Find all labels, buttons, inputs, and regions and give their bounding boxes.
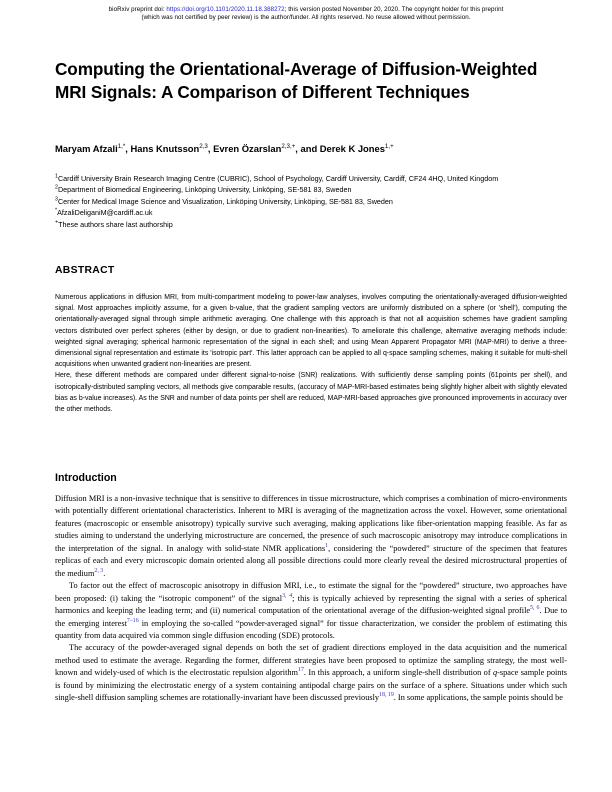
italic-term: q (493, 668, 498, 678)
affiliation-text: Cardiff University Brain Research Imaging Centre (CUBRIC), School of Psychology, Cardiff University, Cardiff, CF24 4HQ, United Kingdom (57, 174, 499, 183)
affiliation-text: Department of Biomedical Engineering, Linköping University, Linköping, SE-581 83, Sweden (57, 185, 352, 195)
affiliation-marker: * (55, 207, 58, 214)
author-separator: , and (295, 143, 320, 154)
banner-suffix: ; this version posted November 20, 2020. The copyright holder for this preprint (284, 6, 504, 13)
author-affiliation-marker: 2,3 (199, 142, 208, 150)
citation-reference[interactable]: 17 (298, 667, 304, 674)
affiliation-marker: 3 (55, 196, 58, 203)
affiliation-marker: 2 (55, 185, 58, 192)
citation-reference[interactable]: 3, 4 (282, 592, 293, 599)
citation-reference[interactable]: 18, 19 (379, 692, 394, 699)
affiliation-text: These authors share last authorship (58, 219, 173, 229)
affiliation-line (55, 219, 565, 230)
banner-line-2: (which was not certified by peer review) is the author/funder. All rights reserved. No reuse allowed without permission. (141, 14, 471, 22)
introduction-paragraph: Diffusion MRI is a non-invasive technique that is sensitive to differences in tissue microstructure, which comprises a combination of micro-environments with potentially different orientational characteristics. Inherent to MRI is averaging of the magnetization across the voxel. However, some orientational features (macroscopic or ensemble anisotropy) typically survive such averaging, making applications like fiber-orientation mapping feasible. As far as studies aiming to understand the underlying microstructure are concerned, the presence of such macroscopic anisotropy may introduce complications in the interpretation of the signal. In analogy with solid-state NMR applications$^1$, considering the “powdered” structure of the specimen that features replicas of each and every microscopic domain oriented along all possible directions could more clearly reveal the desired microstructural properties of the medium$^{2, 3}$. (55, 494, 567, 578)
abstract-heading: ABSTRACT (55, 265, 115, 276)
author-separator: , (207, 143, 214, 154)
affiliation-line (55, 173, 565, 184)
author-name: Evren Özarslan (213, 143, 282, 154)
doi-link[interactable]: https://doi.org/10.1101/2020.11.18.388272 (166, 6, 285, 13)
affiliation-line (55, 196, 565, 207)
introduction-paragraph: To factor out the effect of macroscopic anisotropy in diffusion MRI, i.e., to estimate the signal for the “powdered” structure, two approaches have been proposed: (i) taking the “isotropic component” of the signal$^{3, 4}$; this is typically achieved by representing the signal with a series of spherical harmonics and keeping the leading term; and (ii) numerical computation of the orientational average of the diffusion-weighted signal profile$^{5, 6}$. Due to the emerging interest$^{7-16}$ in employing the so-called “powder-averaged signal” for tissue characterization, we consider the problem of estimating this quantity from data acquired via common single diffusion encoding (SDE) protocols. (55, 581, 568, 640)
author-list (55, 142, 575, 155)
affiliation-marker: 1 (55, 173, 58, 180)
affiliation-text: Center for Medical Image Science and Visualization, Linköping University, Linköping, SE-581 83, Sweden (57, 196, 393, 206)
author-affiliation-marker: 1,+ (384, 142, 394, 150)
banner-prefix: bioRxiv preprint doi: (108, 6, 167, 13)
author-affiliation-marker: 2,3,+ (281, 142, 296, 150)
affiliation-line (55, 207, 565, 218)
author-name: Derek K Jones (319, 143, 385, 154)
author-affiliation-marker: 1,* (117, 142, 126, 150)
abstract-body (55, 292, 567, 415)
page-title: Computing the Orientational-Average of Diffusion-Weighted MRI Signals: A Comparison of Different Techniques (55, 59, 538, 102)
citation-reference[interactable]: 5, 6 (530, 605, 540, 612)
affiliation-line (55, 184, 565, 195)
citation-reference[interactable]: 2, 3 (94, 567, 104, 574)
affiliation-text: AfzaliDeliganiM@cardiff.ac.uk (57, 208, 153, 218)
introduction-body (55, 493, 567, 705)
introduction-paragraph: The accuracy of the powder-averaged signal depends on both the set of gradient directions employed in the data acquisition and the numerical method used to estimate the average. Regarding the former, different strategies have been proposed to optimize the sampling strategy, the most well-known and widely-used of which is the electrostatic repulsion algorithm$^{17}$. In this approach, a uniform single-shell distribution of q-space sample points is found by minimizing the electrostatic energy of a system containing antipodal charge pairs on the surface of a sphere. Situations under which such single-shell diffusion sampling schemes are rotationally-invariant have been discussed previously$^{18, 19}$. In some applications, the sample points should be (55, 643, 567, 703)
preprint-banner (0, 6, 612, 22)
introduction-heading: Introduction (55, 472, 117, 484)
citation-reference[interactable]: 1 (325, 543, 329, 550)
affiliation-list (55, 173, 565, 230)
abstract-paragraph: Numerous applications in diffusion MRI, from multi-compartment modeling to power-law analyses, involves computing the orientationally-averaged diffusion-weighted signal. Most approaches implicitly assume, for a given b-value, that the gradient sampling vectors are uniformly distributed on a sphere (or 'shell'), computing the orientationally-averaged signal through simple arithmetic averaging. One challenge with this approach is that not all acquisition schemes have gradient sampling vectors distributed over perfect spheres (either by design, or due to gradient non-linearities). To ameliorate this challenge, alternative averaging methods include: weighted signal averaging; spherical harmonic representation of the signal in each shell; and using Mean Apparent Propagator MRI (MAP-MRI) to derive a three-dimensional signal representation and estimate its 'isotropic part'. This latter approach can be applied to all q-space sampling schemes, making it suitable for multi-shell acquisitions when unwanted gradient non-linearities are present. (55, 294, 567, 369)
citation-reference[interactable]: 7–16 (126, 617, 139, 624)
affiliation-marker: + (55, 219, 59, 226)
author-separator: , (125, 143, 131, 154)
abstract-paragraph: Here, these different methods are compared under different signal-to-noise (SNR) realizations. With sufficiently dense sampling points (61points per shell), and isotropically-distributed sampling vectors, all methods give comparable results, (accuracy of MAP-MRI-based estimates being slightly higher albeit with slightly elevated bias as b-value increases). As the SNR and number of data points per shell are reduced, MAP-MRI-based approaches give pronounced improvements in accuracy over the other methods. (55, 372, 567, 414)
author-name: Hans Knutsson (130, 143, 200, 154)
author-name: Maryam Afzali (55, 143, 118, 154)
